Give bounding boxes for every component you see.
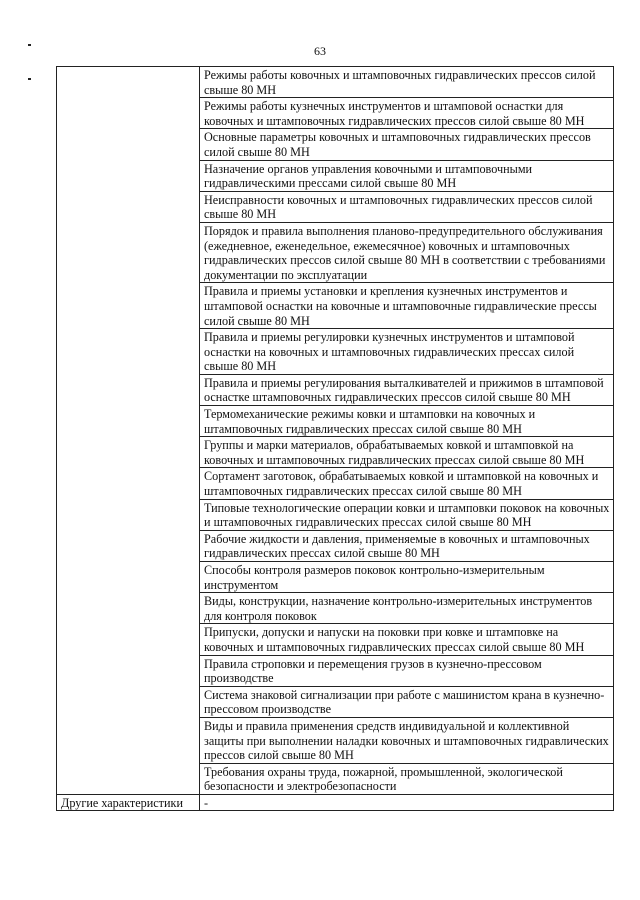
other-characteristics-value: - (200, 794, 614, 810)
requirement-cell: Группы и марки материалов, обрабатываемых ковкой и штамповкой на ковочных и штамповочных гидравлических прессах силой свыше 80 МН (200, 437, 614, 468)
requirement-cell: Припуски, допуски и напуски на поковки при ковке и штамповке на ковочных и штамповочных гидравлических прессах силой свыше 80 МН (200, 624, 614, 655)
requirement-cell: Порядок и правила выполнения планово-предупредительного обслуживания (ежедневное, еженедельное, ежемесячное) ковочных и штамповочных гидравлических прессов силой свыше 80 МН в соответствии с требованиями документации по эксплуатации (200, 222, 614, 282)
label-cell-empty (57, 67, 200, 795)
requirement-cell: Способы контроля размеров поковок контрольно-измерительным инструментом (200, 562, 614, 593)
margin-mark (28, 44, 31, 46)
requirement-cell: Термомеханические режимы ковки и штамповки на ковочных и штамповочных гидравлических прессах силой свыше 80 МН (200, 406, 614, 437)
margin-mark (28, 78, 31, 80)
requirement-cell: Правила строповки и перемещения грузов в кузнечно-прессовом производстве (200, 655, 614, 686)
requirement-cell: Основные параметры ковочных и штамповочных гидравлических прессов силой свыше 80 МН (200, 129, 614, 160)
requirement-cell: Система знаковой сигнализации при работе с машинистом крана в кузнечно-прессовом производстве (200, 686, 614, 717)
requirement-cell: Виды и правила применения средств индивидуальной и коллективной защиты при выполнении наладки ковочных и штамповочных гидравлических прессов силой свыше 80 МН (200, 717, 614, 763)
requirement-cell: Рабочие жидкости и давления, применяемые в ковочных и штамповочных гидравлических прессах силой свыше 80 МН (200, 530, 614, 561)
requirement-cell: Требования охраны труда, пожарной, промышленной, экологической безопасности и электробезопасности (200, 763, 614, 794)
requirements-table (56, 66, 614, 811)
table-row (57, 794, 614, 810)
requirement-cell: Режимы работы кузнечных инструментов и штамповой оснастки для ковочных и штамповочных гидравлических прессов силой свыше 80 МН (200, 98, 614, 129)
other-characteristics-label: Другие характеристики (57, 794, 200, 810)
requirement-cell: Режимы работы ковочных и штамповочных гидравлических прессов силой свыше 80 МН (200, 67, 614, 98)
requirement-cell: Правила и приемы регулировки кузнечных инструментов и штамповой оснастки на ковочных и штамповочных гидравлических прессах силой свыше 80 МН (200, 329, 614, 375)
requirement-cell: Назначение органов управления ковочными и штамповочными гидравлическими прессами силой свыше 80 МН (200, 160, 614, 191)
requirement-cell: Виды, конструкции, назначение контрольно-измерительных инструментов для контроля поковок (200, 593, 614, 624)
requirement-cell: Типовые технологические операции ковки и штамповки поковок на ковочных и штамповочных гидравлических прессах силой свыше 80 МН (200, 499, 614, 530)
page-number: 63 (314, 44, 326, 58)
requirement-cell: Правила и приемы регулирования выталкивателей и прижимов в штамповой оснастке штамповочных гидравлических прессов силой свыше 80 МН (200, 374, 614, 405)
table-row (57, 67, 614, 98)
requirement-cell: Правила и приемы установки и крепления кузнечных инструментов и штамповой оснастки на ковочные и штамповочные гидравлические прессы силой свыше 80 МН (200, 283, 614, 329)
requirement-cell: Сортамент заготовок, обрабатываемых ковкой и штамповкой на ковочных и штамповочных гидравлических прессах силой свыше 80 МН (200, 468, 614, 499)
requirement-cell: Неисправности ковочных и штамповочных гидравлических прессов силой свыше 80 МН (200, 191, 614, 222)
